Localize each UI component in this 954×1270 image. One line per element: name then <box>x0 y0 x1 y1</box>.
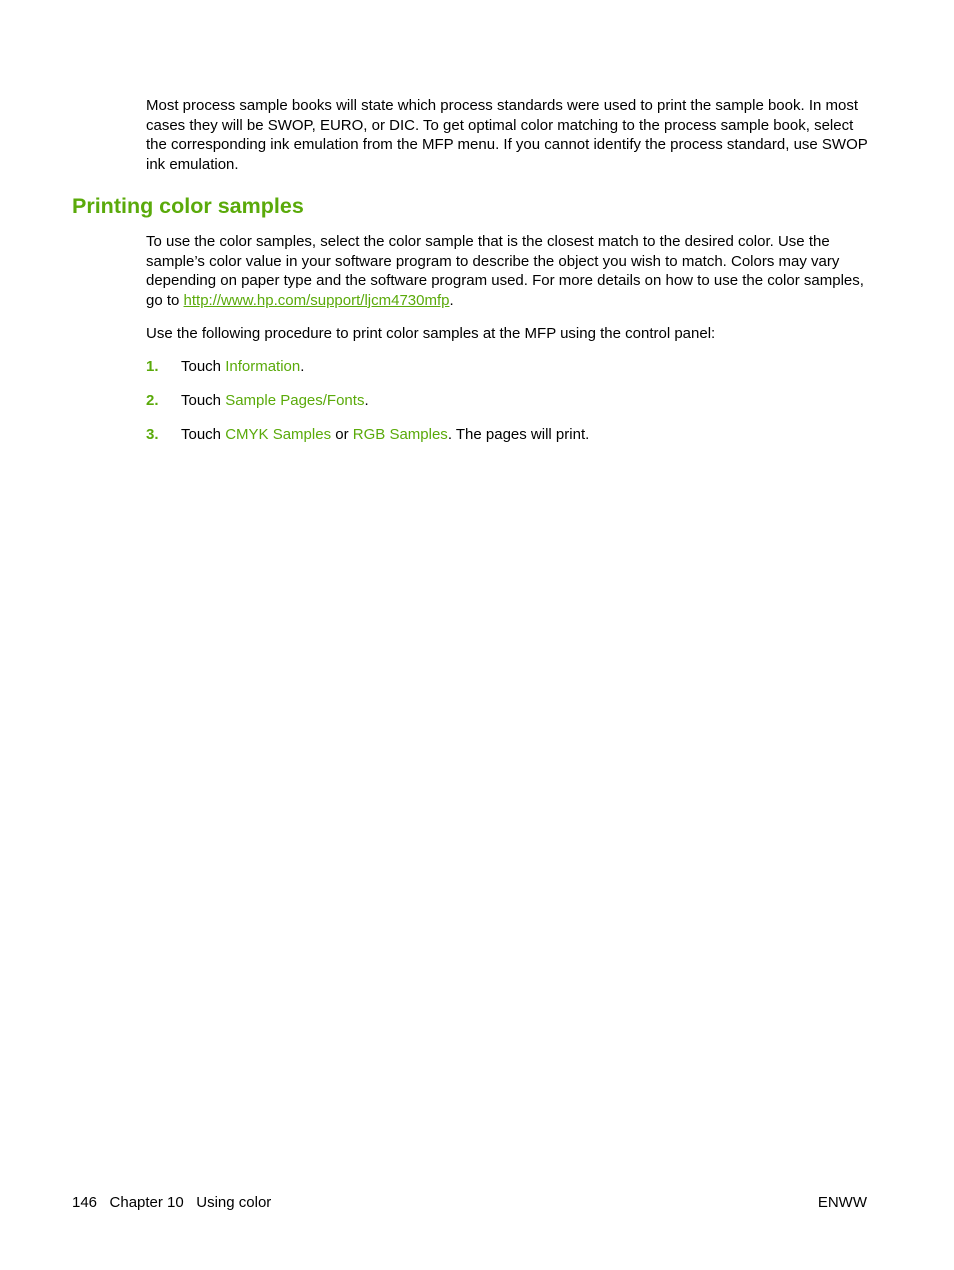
footer-doc-code: ENWW <box>817 1194 867 1211</box>
color-samples-text-end: . <box>449 291 454 309</box>
menu-term-cmyk-samples: CMYK Samples <box>225 426 332 443</box>
section-heading: Printing color samples <box>72 194 304 218</box>
step-text <box>181 425 589 445</box>
step-text <box>181 391 369 411</box>
support-link[interactable]: http://www.hp.com/support/ljcm4730mfp <box>183 291 450 309</box>
step-number: 2. <box>146 392 159 409</box>
step-number: 1. <box>146 358 159 375</box>
step-suffix: . <box>364 392 369 409</box>
footer-page-info: 146 Chapter 10 Using color <box>72 1194 272 1211</box>
intro-paragraph: Most process sample books will state which process standards were used to print the sample book. In most cases they will be SWOP, EURO, or DIC. To get optimal color matching to the process sample book, select the corresponding ink emulation from the MFP menu. If you cannot identify the process standard, use SWOP ink emulation. <box>146 97 868 173</box>
step-prefix: Touch <box>181 426 226 443</box>
step-middle: or <box>331 426 353 443</box>
menu-term-sample-pages-fonts: Sample Pages/Fonts <box>225 392 365 409</box>
step-prefix: Touch <box>181 392 226 409</box>
step-prefix: Touch <box>181 358 226 375</box>
menu-term-rgb-samples: RGB Samples <box>352 426 448 443</box>
step-suffix: . The pages will print. <box>447 426 590 443</box>
step-text <box>181 357 304 377</box>
step-number: 3. <box>146 426 159 443</box>
color-samples-text: To use the color samples, select the color sample that is the closest match to the desired color. Use the sample’s color value in your software program to describe the object you wish to match. Colors may vary depending on paper type and the software program used. For more details on how to use the color samples, go to <box>146 233 864 309</box>
color-samples-paragraph <box>146 232 870 310</box>
step-suffix: . <box>300 358 305 375</box>
procedure-intro: Use the following procedure to print color samples at the MFP using the control panel: <box>146 325 716 342</box>
menu-term-information: Information <box>225 358 301 375</box>
